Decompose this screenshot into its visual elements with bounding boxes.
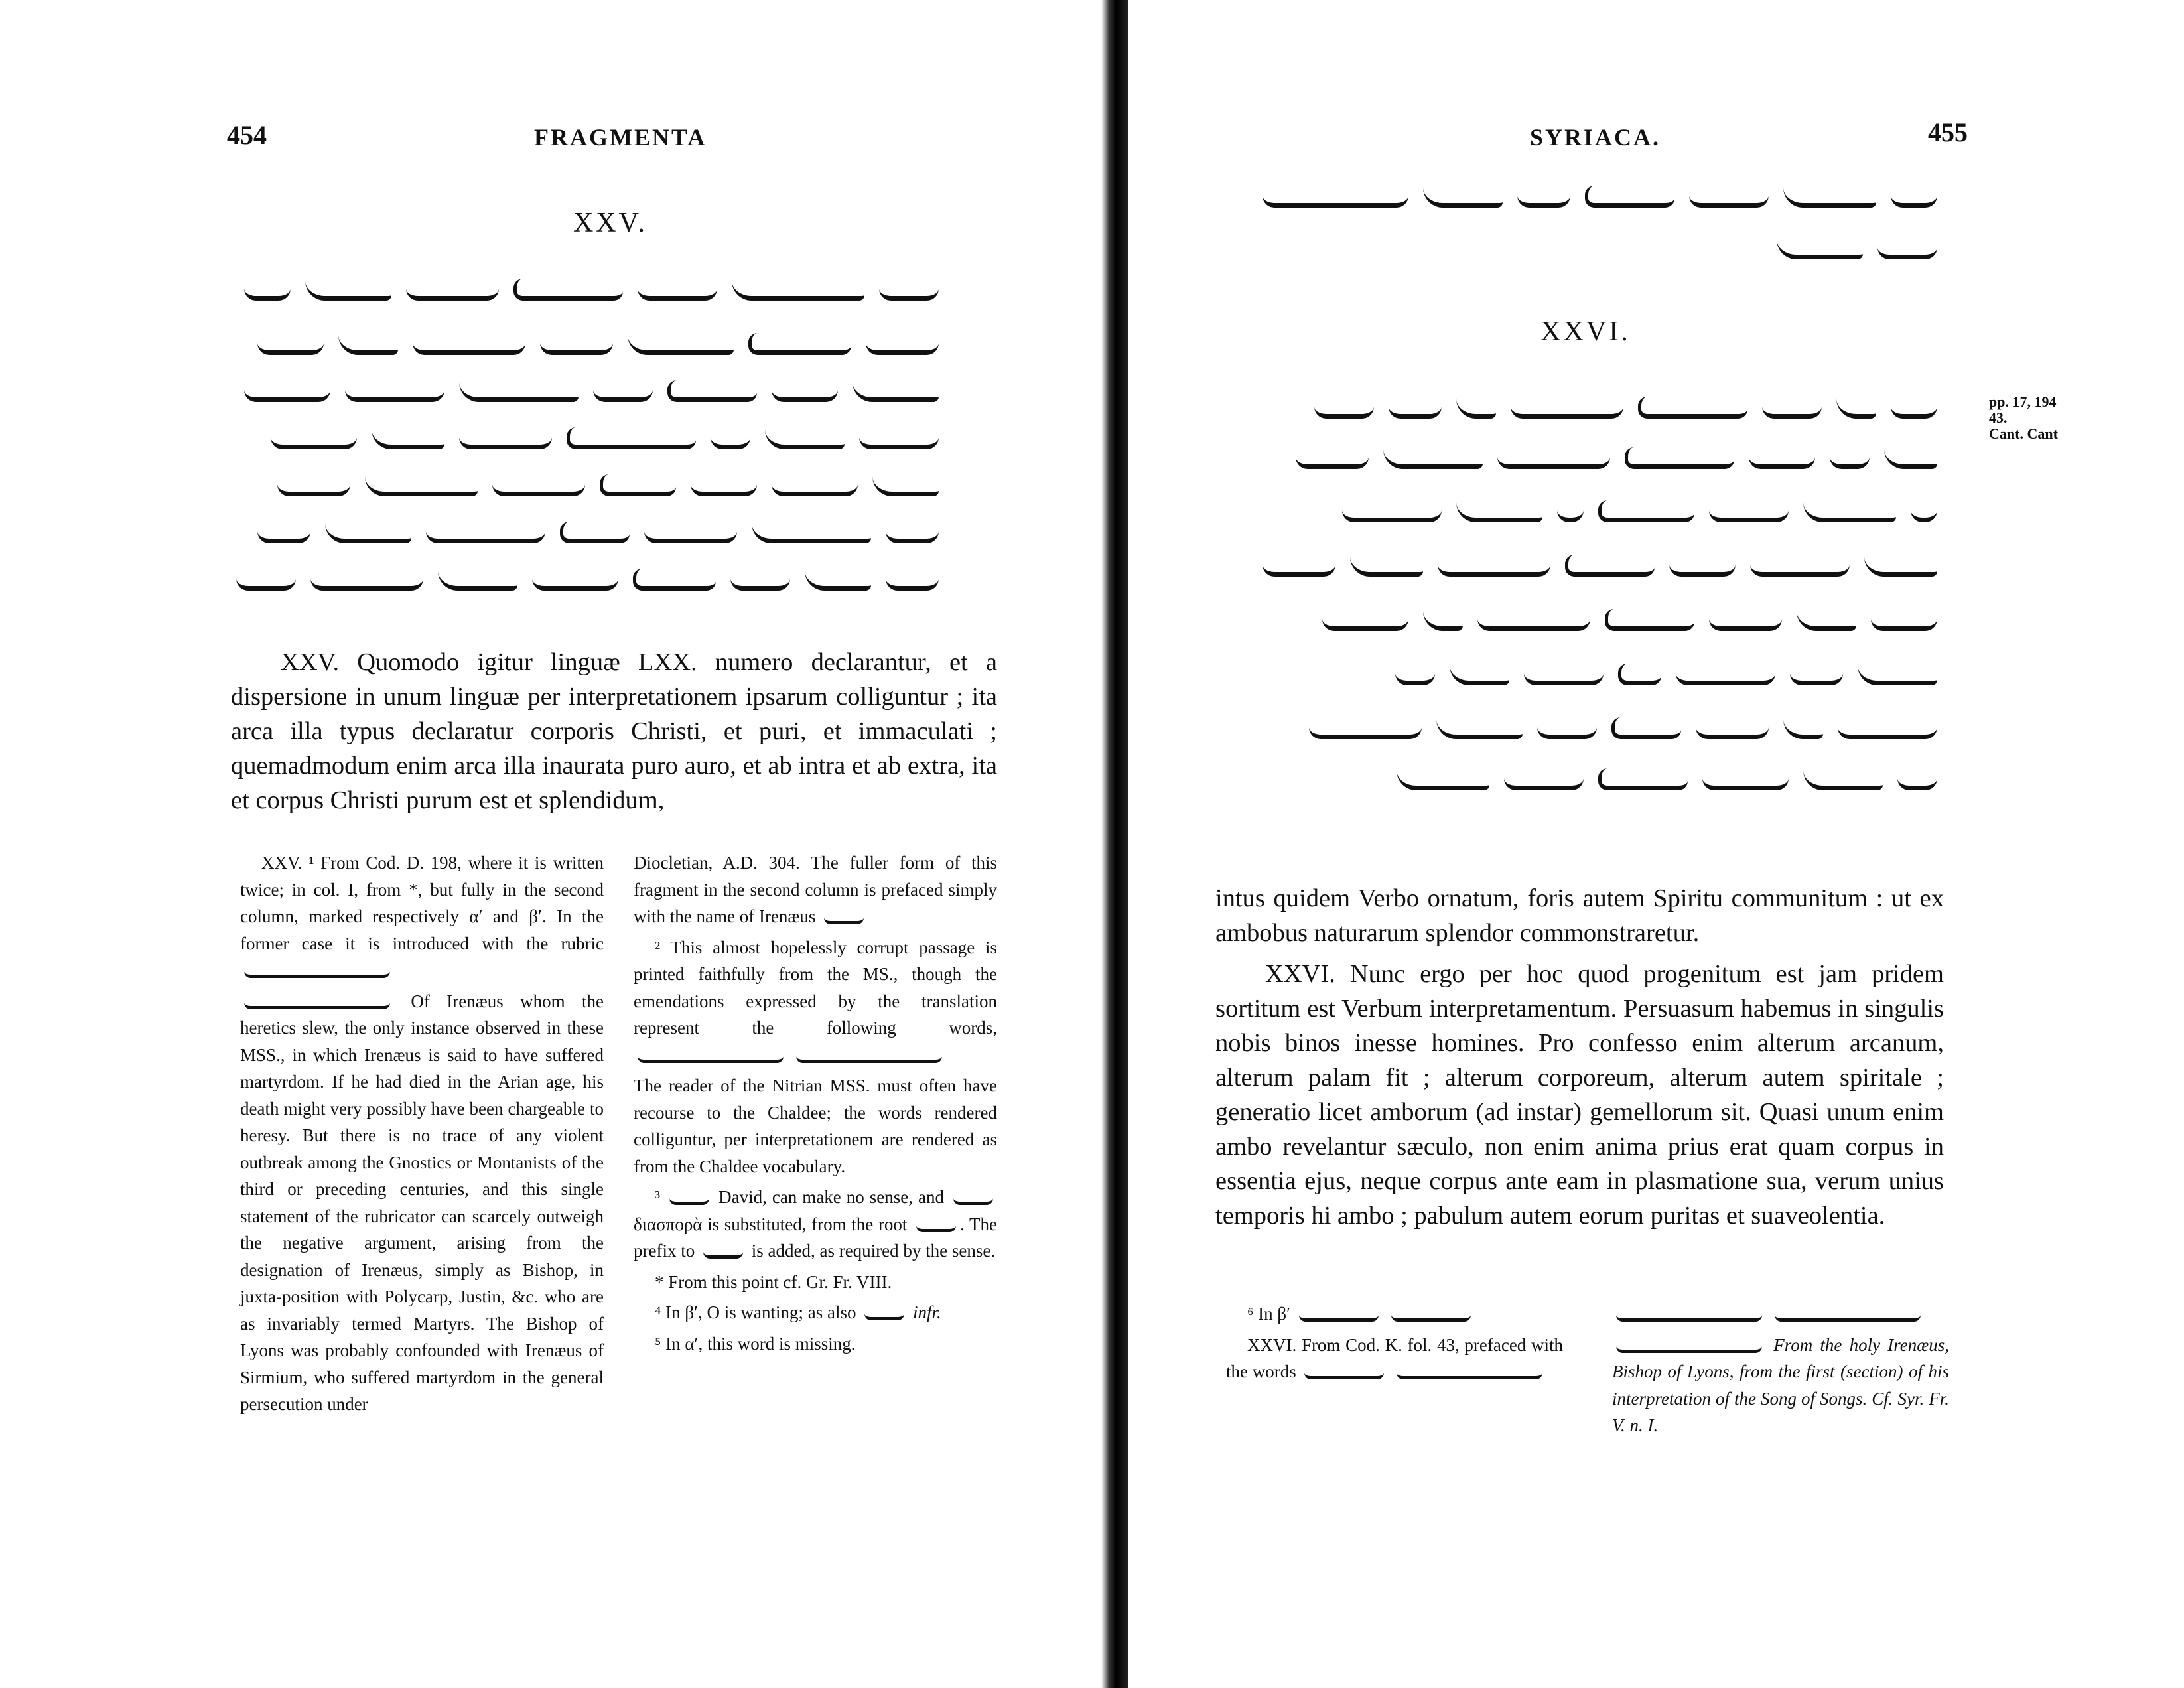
footnote-text: Of Irenæus whom the heretics slew, the only instance observed in these MSS., in which Irenæus is said to have suffered martyrdom. If he had died in the Arian age, his death might very possibly have been chargeable to heresy. But there is no trace of any violent outbreak among the Gnostics or Montanists of the third or preceding centuries, and this single statement of the rubricator can scarcely outweigh the negative argument, arising from the designation of Irenæus, simply as Bishop, in juxta-position with Polycarp, Justin, &c. who are as invariably termed Martyrs. The Bishop of Lyons was probably confounded with Irenæus of Sirmium, who suffered martyrdom in the general persecution under	[240, 991, 604, 1414]
syriac-inline	[1616, 1309, 1762, 1322]
footnote-text: infr.	[913, 1302, 941, 1322]
latin-body	[231, 645, 997, 817]
latin-paragraph: intus quidem Verbo ornatum, foris autem Spiritu communitum : ut ex ambobus naturarum splendor commonstraretur.	[1215, 884, 1944, 947]
syriac-line	[236, 557, 939, 595]
footnote-text: Diocletian, A.D. 304. The fuller form of this fragment in the second column is prefaced simply with the name of Irenæus	[634, 853, 997, 926]
syriac-line	[1213, 488, 1937, 527]
margin-note-line: pp. 17, 194	[1989, 393, 2057, 410]
syriac-inline	[953, 1192, 993, 1205]
syriac-line	[1213, 597, 1937, 636]
margin-note-line: Cant. Cant	[1989, 425, 2058, 442]
page-number: 455	[1928, 117, 1968, 147]
syriac-inline	[669, 1192, 709, 1205]
running-head: FRAGMENTA	[534, 124, 707, 151]
syriac-line	[1213, 435, 1937, 474]
footnotes-column-1	[1226, 1301, 1563, 1389]
running-head: SYRIACA.	[1530, 124, 1661, 151]
syriac-line	[1214, 174, 1937, 212]
syriac-line	[236, 415, 939, 454]
footnote-text: XXVI. From Cod. K. fol. 43, prefaced with the words	[1226, 1334, 1563, 1381]
syriac-inline	[864, 1308, 904, 1320]
margin-note-line: 43.	[1989, 409, 2008, 426]
syriac-inline	[824, 912, 864, 924]
book-gutter	[1101, 0, 1128, 1688]
syriac-line	[1213, 705, 1937, 744]
syriac-inline	[1616, 1340, 1762, 1353]
section-title: XXVI.	[1540, 316, 1631, 347]
syriac-line	[1718, 226, 1937, 264]
syriac-inline	[703, 1246, 743, 1259]
footnote-text: ² This almost hopelessly corrupt passage is printed faithfully from the MS., though the emendations expressed by the translation represent the following words,	[634, 937, 997, 1038]
syriac-inline	[638, 1050, 784, 1063]
footnote-marker: ³	[655, 1187, 661, 1207]
footnotes-column-2	[1612, 1301, 1949, 1443]
margin-reference	[1989, 394, 2088, 442]
footnote-text: ⁶ In β′	[1247, 1304, 1291, 1324]
footnote-text: ⁵ In α′, this word is missing.	[655, 1333, 856, 1354]
footnote-text: * From this point cf. Gr. Fr. VIII.	[655, 1271, 892, 1292]
syriac-inline	[796, 1050, 942, 1063]
page-number: 454	[227, 120, 267, 150]
syriac-line	[236, 462, 939, 501]
footnote-text: διασπορὰ is substituted, from the root	[634, 1214, 908, 1234]
latin-body	[1215, 881, 1944, 1233]
footnotes-column-2	[634, 849, 997, 1361]
syriac-line	[236, 510, 939, 548]
syriac-line	[236, 368, 939, 407]
footnote-text: David, can make no sense, and	[718, 1187, 944, 1207]
footnote-text: From the holy Irenæus, Bishop of Lyons, from the first (section) of his interpretation of the Song of Songs. Cf. Syr. Fr. V. n. I.	[1612, 1334, 1950, 1435]
syriac-inline	[1391, 1309, 1471, 1322]
syriac-line	[1213, 543, 1937, 581]
latin-paragraph: XXVI. Nunc ergo per hoc quod progenitum est jam pridem sortitum est Verbum interpretamentum. Persuasum habemus in singulis nobis binos inesse homines. Pro confesso enim alterum arcanum, alterum palam fit ; alterum corporeum, alterum autem spiritale ; generatio licet amborum (ad instar) gemellorum sit. Quasi unum enim ambo revelantur sæculo, non enim anima prius erat quam corpus in essentia ejus, neque corpus ante eam in plasmatione sua, verum unius temporis hi ambo ; pabulum autem eorum puritas et suaveolentia.	[1215, 960, 1944, 1230]
latin-paragraph: XXV. Quomodo igitur linguæ LXX. numero declarantur, et a dispersione in unum linguæ per interpretationem ipsarum colliguntur ; ita arca illa typus declaratur corporis Christi, et puri, et immaculati ; quemadmodum enim arca illa inaurata puro auro, et ab intra et ab extra, ita et corpus Christi purum est et splendidum,	[231, 648, 997, 814]
syriac-inline	[1299, 1309, 1379, 1322]
syriac-line	[1213, 385, 1937, 423]
footnote-text: is added, as required by the sense.	[751, 1241, 996, 1261]
footnotes-column-1	[240, 849, 604, 1422]
syriac-inline	[1304, 1367, 1384, 1379]
right-page	[1128, 0, 2184, 1688]
syriac-inline	[244, 965, 390, 978]
syriac-line	[1213, 652, 1937, 690]
syriac-inline	[244, 997, 390, 1009]
footnote-text: The reader of the Nitrian MSS. must often have recourse to the Chaldee; the words rendered colliguntur, per interpretationem are rendered as from the Chaldee vocabulary.	[634, 1076, 997, 1176]
syriac-line	[236, 267, 939, 305]
syriac-line	[1347, 756, 1937, 795]
syriac-line	[236, 321, 939, 360]
footnote-text: XXV. ¹ From Cod. D. 198, where it is written twice; in col. I, from *, but fully in the second column, marked respectively α′ and β′. In the former case it is introduced with the rubric	[240, 853, 604, 953]
syriac-inline	[916, 1220, 956, 1232]
syriac-inline	[1397, 1367, 1542, 1379]
footnote-text: ⁴ In β′, O is wanting; as also	[655, 1302, 856, 1322]
footnote-text: . The prefix to	[634, 1214, 997, 1261]
section-title: XXV.	[573, 208, 648, 238]
syriac-inline	[1775, 1309, 1921, 1322]
